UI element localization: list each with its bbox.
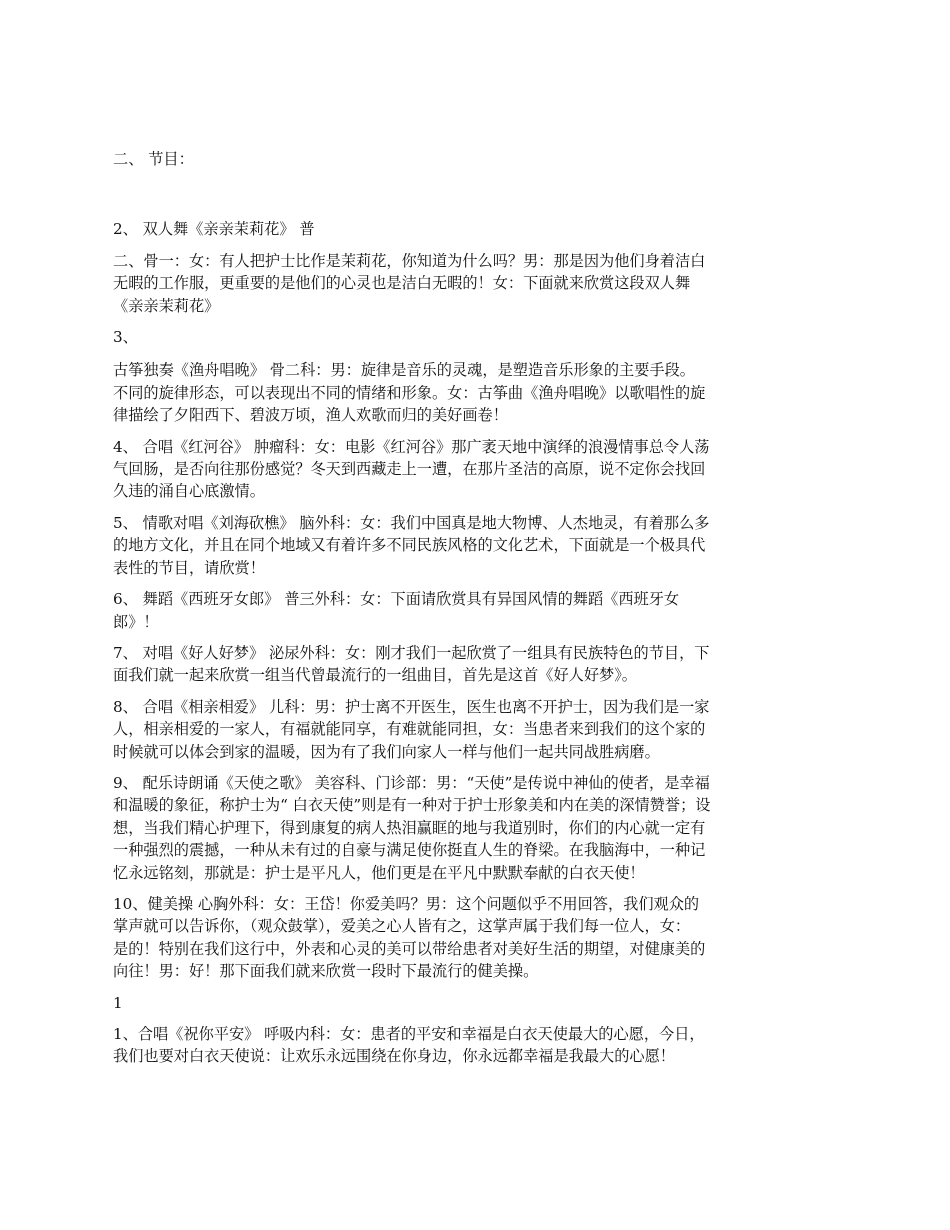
program-item-10: 10、健美操 心胸外科：女：王岱！你爱美吗？男：这个问题似乎不用回答，我们观众的 掌声就可以告诉你，（观众鼓掌），爱美之心人皆有之，这掌声属于我们每一位人，女： 是的！特别在我们这行中，外表和心灵的美可以带给患者对美好生活的期望，对健康美的 向往！男：好！那下面我们就来欣赏一段时下最流行的健美操。 bbox=[113, 894, 706, 981]
program-item-3-number: 3、 bbox=[113, 328, 138, 347]
program-item-6: 6、 舞蹈《西班牙女郎》 普三外科：女：下面请欣赏具有异国风情的舞蹈《西班牙女 郎》！ bbox=[113, 590, 680, 631]
document-page bbox=[113, 148, 840, 1077]
program-item-8: 8、 合唱《相亲相爱》 儿科：男：护士离不开医生，医生也离不开护士，因为我们是一家 人，相亲相爱的一家人，有福就能同享，有难就能同担，女：当患者来到我们的这个家的 时候就可以体会到家的温暖，因为有了我们向家人一样与他们一起共同战胜病磨。 bbox=[113, 697, 710, 761]
program-item-7: 7、 对唱《好人好梦》 泌尿外科：女：刚才我们一起欣赏了一组具有民族特色的节目，下 面我们就一起来欣赏一组当代曾最流行的一组曲目，首先是这首《好人好梦》。 bbox=[113, 643, 710, 685]
program-item-2-title: 2、 双人舞《亲亲茉莉花》 普 bbox=[113, 220, 315, 239]
program-item-1: 1、合唱《祝你平安》 呼吸内科：女：患者的平安和幸福是白衣天使最大的心愿，今日， 我们也要对白衣天使说：让欢乐永远围绕在你身边，你永远都幸福是我最大的心愿！ bbox=[113, 1025, 705, 1066]
program-item-4: 4、 合唱《红河谷》 肿瘤科：女：电影《红河谷》那广袤天地中演绎的浪漫情事总令人荡 气回肠，是否向往那份感觉？冬天到西藏走上一遭，在那片圣洁的高原，说不定你会找回 久违的涌自心底激情。 bbox=[113, 437, 710, 501]
section-heading: 二、 节目： bbox=[113, 150, 194, 168]
program-item-9: 9、 配乐诗朗诵《天使之歌》 美容科、门诊部：男：“天使”是传说中神仙的使者，是幸福 和温暖的象征，称护士为“ 白衣天使”则是有一种对于护士形象美和内在美的深情赞誉；设 想，当我们精心护理下，得到康复的病人热泪赢眶的地与我道别时，你们的内心就一定有 一种强烈的震撼，一种从未有过的自豪与满足使你挺直人生的脊梁。在我脑海中，一种记 忆永远铭刻，那就是：护士是平凡人，他们更是在平凡中默默奉献的白衣天使！ bbox=[113, 773, 711, 882]
program-item-2-dialogue: 二、骨一：女：有人把护士比作是茉莉花，你知道为什么吗？男：那是因为他们身着洁白 无暇的工作服，更重要的是他们的心灵也是洁白无暇的！女：下面就来欣赏这段双人舞 《亲亲茉莉花》 bbox=[113, 251, 706, 315]
page-number: 1 bbox=[113, 993, 123, 1012]
program-item-3: 古筝独奏《渔舟唱晚》 骨二科：男：旋律是音乐的灵魂，是塑造音乐形象的主要手段。 不同的旋律形态，可以表现出不同的情绪和形象。女：古筝曲《渔舟唱晚》以歌唱性的旋 律描绘了夕阳西下、碧波万顷，渔人欢歌而归的美好画卷！ bbox=[113, 361, 706, 425]
program-item-5: 5、 情歌对唱《刘海砍樵》 脑外科：女：我们中国真是地大物博、人杰地灵，有着那么多 的地方文化，并且在同个地域又有着许多不同民族风格的文化艺术，下面就是一个极具代 表性的节目，请欣赏！ bbox=[113, 513, 710, 577]
